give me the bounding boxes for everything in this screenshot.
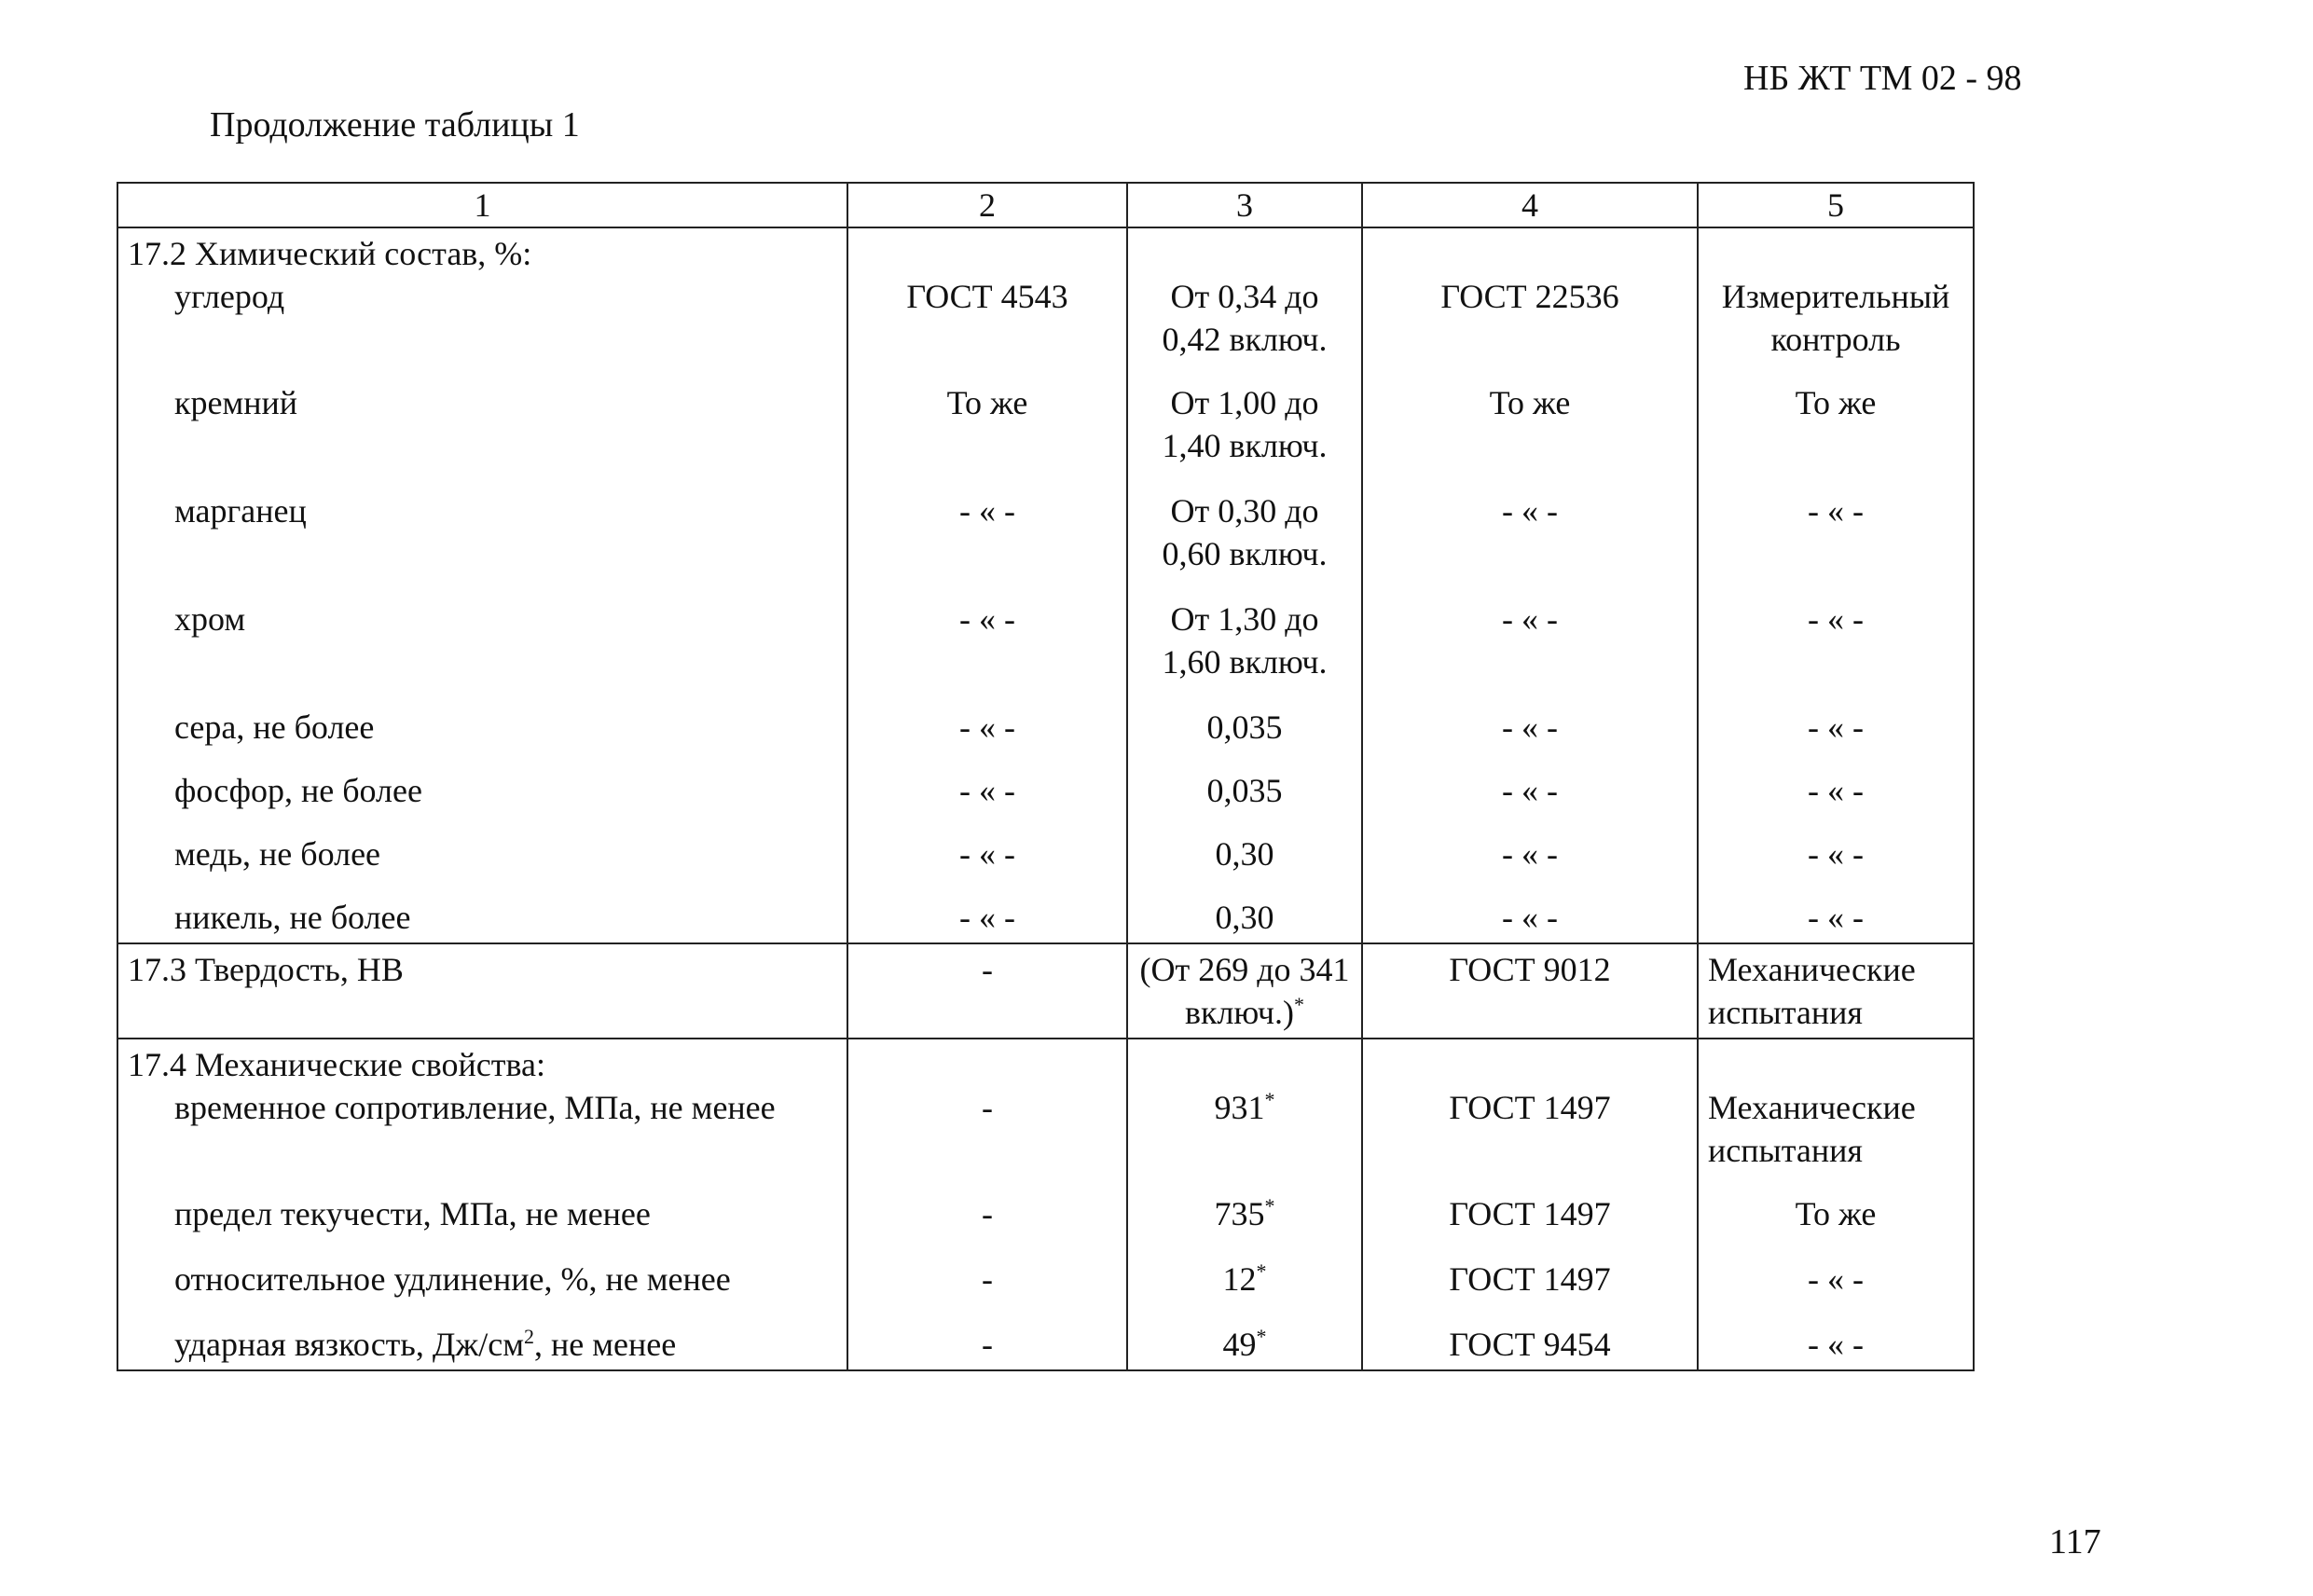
element-name: кремний [174, 384, 298, 421]
control-type-line: - « - [1808, 899, 1864, 936]
element-name: медь, не более [174, 835, 381, 873]
control-method-cell [1362, 1039, 1698, 1370]
section-title: 17.4 Механические свойства: [128, 1046, 545, 1083]
method-value: - « - [959, 899, 1015, 936]
norm-line: 1,40 включ. [1162, 427, 1328, 464]
control-value: - « - [1502, 709, 1558, 746]
control-value: ГОСТ 1497 [1449, 1089, 1611, 1126]
column-header: 5 [1698, 183, 1974, 227]
test-method-cell [847, 1039, 1127, 1370]
column-header: 3 [1127, 183, 1362, 227]
norm-line: 0,035 [1206, 709, 1283, 746]
control-type-line: Механические [1708, 1089, 1916, 1126]
method-value: - « - [959, 835, 1015, 873]
control-value: - « - [1502, 835, 1558, 873]
control-type-line: - « - [1808, 1326, 1864, 1363]
control-value: - « - [1502, 600, 1558, 638]
control-type-line: То же [1795, 384, 1877, 421]
page-number: 117 [2049, 1522, 2101, 1562]
control-type-line: испытания [1708, 1132, 1863, 1169]
norm-line: 0,60 включ. [1162, 535, 1328, 572]
footnote-mark: * [1294, 993, 1305, 1016]
method-value: ГОСТ 4543 [906, 278, 1068, 315]
hardness-norm: (От 269 до 341 включ.)* [1127, 943, 1362, 1039]
norm-line: 0,42 включ. [1162, 321, 1328, 358]
column-header: 4 [1362, 183, 1698, 227]
control-type-line: контроль [1770, 321, 1901, 358]
control-value: ГОСТ 22536 [1440, 278, 1619, 315]
element-name: сера, не более [174, 709, 375, 746]
control-value: ГОСТ 9454 [1449, 1326, 1611, 1363]
hardness-control-method: ГОСТ 9012 [1362, 943, 1698, 1039]
control-type-cell [1698, 1039, 1974, 1370]
control-value: То же [1489, 384, 1571, 421]
chemical-composition-cell [117, 227, 847, 943]
control-type-line: То же [1795, 1195, 1877, 1232]
norm-line: 49* [1222, 1325, 1267, 1363]
hardness-title: 17.3 Твердость, НВ [117, 943, 847, 1039]
method-value: - [982, 1326, 993, 1363]
section-title: 17.2 Химический состав, %: [128, 235, 532, 272]
control-value: ГОСТ 1497 [1449, 1195, 1611, 1232]
method-value: - « - [959, 492, 1015, 530]
property-name: ударная вязкость, $Дж/см^2$, не менее [174, 1325, 677, 1363]
column-header: 1 [117, 183, 847, 227]
property-name: предел текучести, МПа, не менее [174, 1195, 651, 1232]
hardness-row [117, 943, 1974, 1039]
property-name: временное сопротивление, МПа, не менее [174, 1089, 776, 1126]
control-method-cell [1362, 227, 1698, 943]
column-header: 2 [847, 183, 1127, 227]
control-value: - « - [1502, 772, 1558, 809]
control-type-line: - « - [1808, 772, 1864, 809]
norm-line: 0,30 [1215, 899, 1274, 936]
element-name: фосфор, не более [174, 772, 422, 809]
control-type-line: - « - [1808, 709, 1864, 746]
norm-line: 0,035 [1206, 772, 1283, 809]
column-number-row [117, 183, 1974, 227]
requirements-table [117, 182, 1975, 1371]
control-type-line: - « - [1808, 1260, 1864, 1298]
document-code: НБ ЖТ ТМ 02 - 98 [1743, 59, 2022, 98]
table-continuation-caption: Продолжение таблицы 1 [210, 105, 580, 144]
control-value: - « - [1502, 899, 1558, 936]
mechanical-properties-row [117, 1039, 1974, 1370]
element-name: марганец [174, 492, 307, 530]
control-type-line: - « - [1808, 835, 1864, 873]
element-name: углерод [174, 278, 285, 315]
hardness-method: - [847, 943, 1127, 1039]
method-value: - [982, 1089, 993, 1126]
control-type-cell [1698, 227, 1974, 943]
norm-line: От 1,30 до [1170, 600, 1319, 638]
hardness-control-type: Механические испытания [1698, 943, 1974, 1039]
norm-line: 12* [1222, 1259, 1267, 1298]
norm-line: 1,60 включ. [1162, 643, 1328, 681]
mechanical-properties-cell [117, 1039, 847, 1370]
control-type-line: - « - [1808, 492, 1864, 530]
norm-line: 0,30 [1215, 835, 1274, 873]
control-value: - « - [1502, 492, 1558, 530]
method-value: - « - [959, 600, 1015, 638]
method-value: - « - [959, 709, 1015, 746]
test-method-cell [847, 227, 1127, 943]
method-value: - [982, 1260, 993, 1298]
norm-line: От 1,00 до [1170, 384, 1319, 421]
norm-line: От 0,30 до [1170, 492, 1319, 530]
chemical-composition-row [117, 227, 1974, 943]
control-value: ГОСТ 1497 [1449, 1260, 1611, 1298]
norm-line: 931* [1214, 1088, 1275, 1126]
norm-value-cell [1127, 1039, 1362, 1370]
norm-value-cell [1127, 227, 1362, 943]
method-value: То же [946, 384, 1028, 421]
property-name: относительное удлинение, %, не менее [174, 1260, 731, 1298]
element-name: никель, не более [174, 899, 411, 936]
element-name: хром [174, 600, 246, 638]
control-type-line: - « - [1808, 600, 1864, 638]
method-value: - [982, 1195, 993, 1232]
norm-line: 735* [1214, 1194, 1275, 1232]
norm-line: От 0,34 до [1170, 278, 1319, 315]
method-value: - « - [959, 772, 1015, 809]
control-type-line: Измерительный [1721, 278, 1950, 315]
